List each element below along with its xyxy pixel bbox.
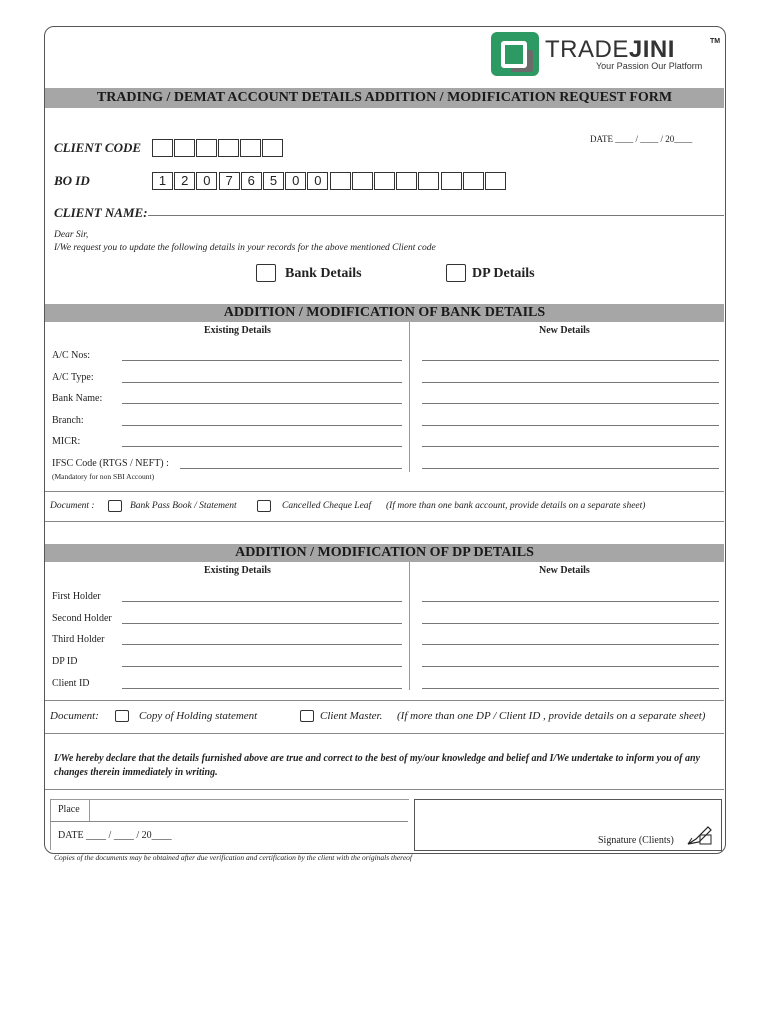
declaration-text: I/We hereby declare that the details furnished above are true and correct to the best of my/our knowledge and belief and I/We undertake to inform you of any changes therein immediately in writing. <box>54 753 700 778</box>
place-divider <box>50 821 408 822</box>
client-code-cell[interactable] <box>152 139 173 157</box>
dp-existing-input[interactable] <box>122 601 402 602</box>
dp-document-label: Document: <box>50 710 99 722</box>
bo-id-cell[interactable] <box>418 172 439 190</box>
bank-new-input[interactable] <box>422 425 719 426</box>
date-field[interactable]: DATE ____ / ____ / 20____ <box>590 134 693 144</box>
dp-doc-bottom-divider <box>45 733 724 734</box>
brand-name-bold: JINI <box>628 36 675 63</box>
bank-doc-note: (If more than one bank account, provide details on a separate sheet) <box>386 501 646 511</box>
bo-id-cell[interactable]: 0 <box>307 172 328 190</box>
bank-field-label: A/C Type: <box>52 371 94 383</box>
bank-mandatory-note: (Mandatory for non SBI Account) <box>52 472 155 481</box>
bo-id-cell[interactable]: 0 <box>196 172 217 190</box>
dp-field-label: First Holder <box>52 591 101 602</box>
dp-field-label: Second Holder <box>52 612 112 624</box>
dp-new-input[interactable] <box>422 623 719 624</box>
place-field[interactable] <box>90 800 406 820</box>
client-code-cell[interactable] <box>218 139 239 157</box>
trademark: TM <box>710 38 721 45</box>
footnote: Copies of the documents may be obtained after due verification and certification by the client with the originals thereof <box>54 853 412 862</box>
place-label: Place <box>58 804 80 815</box>
dp-details-checkbox[interactable] <box>446 264 466 282</box>
dp-new-input[interactable] <box>422 666 719 667</box>
bank-field-label: A/C Nos: <box>52 350 91 361</box>
bank-existing-input[interactable] <box>122 446 402 447</box>
holding-statement-checkbox[interactable] <box>115 710 129 722</box>
bank-column-divider <box>409 322 410 472</box>
bank-field-label: IFSC Code (RTGS / NEFT) : <box>52 457 169 469</box>
bank-new-input[interactable] <box>422 403 719 404</box>
dp-column-divider <box>409 562 410 690</box>
bo-id-cell[interactable] <box>441 172 462 190</box>
signature-box[interactable] <box>414 799 722 851</box>
dp-new-input[interactable] <box>422 688 719 689</box>
client-name-field[interactable] <box>148 215 724 216</box>
brand-name <box>545 36 675 64</box>
bank-new-input[interactable] <box>422 360 719 361</box>
holding-statement-option: Copy of Holding statement <box>139 710 258 722</box>
bo-id-cell[interactable] <box>374 172 395 190</box>
signature-label: Signature (Clients) <box>598 835 674 846</box>
bo-id-cell[interactable]: 0 <box>285 172 306 190</box>
bank-document-label: Document : <box>50 501 95 511</box>
bo-id-cell[interactable] <box>485 172 506 190</box>
bank-doc-bottom-divider <box>45 521 724 522</box>
bank-doc-top-divider <box>45 491 724 492</box>
form-frame <box>44 26 726 854</box>
client-code-cell[interactable] <box>196 139 217 157</box>
bank-existing-input[interactable] <box>122 425 402 426</box>
client-code-cell[interactable] <box>174 139 195 157</box>
form-title: TRADING / DEMAT ACCOUNT DETAILS ADDITION / MODIFICATION REQUEST FORM <box>45 88 724 108</box>
bank-details-option-label: Bank Details <box>285 266 362 281</box>
bank-existing-header: Existing Details <box>204 325 271 336</box>
bo-id-cell[interactable]: 5 <box>263 172 284 190</box>
dp-details-option-label: DP Details <box>472 266 535 281</box>
salutation: Dear Sir, <box>54 230 89 240</box>
client-master-checkbox[interactable] <box>300 710 314 722</box>
bank-section-title: ADDITION / MODIFICATION OF BANK DETAILS <box>45 304 724 322</box>
bank-existing-input[interactable] <box>122 382 402 383</box>
dp-existing-input[interactable] <box>122 644 402 645</box>
cheque-leaf-option: Cancelled Cheque Leaf <box>282 501 372 511</box>
pass-book-option: Bank Pass Book / Statement <box>130 501 237 511</box>
client-code-label: CLIENT CODE <box>54 140 142 155</box>
dp-section-title: ADDITION / MODIFICATION OF DP DETAILS <box>45 544 724 562</box>
bo-id-label: BO ID <box>54 173 90 188</box>
brand-name-light: TRADE <box>545 36 629 63</box>
bo-id-cell[interactable]: 1 <box>152 172 173 190</box>
dp-doc-note: (If more than one DP / Client ID , provide details on a separate sheet) <box>397 710 706 722</box>
client-name-label: CLIENT NAME: <box>54 205 148 220</box>
bank-new-input[interactable] <box>422 382 719 383</box>
dp-doc-top-divider <box>45 700 724 701</box>
pen-icon <box>686 824 714 846</box>
bank-field-label: Bank Name: <box>52 393 103 404</box>
dp-new-input[interactable] <box>422 644 719 645</box>
bank-existing-input[interactable] <box>122 360 402 361</box>
dp-field-label: DP ID <box>52 656 78 668</box>
bo-id-cell[interactable]: 6 <box>241 172 262 190</box>
request-text: I/We request you to update the following details in your records for the above mentioned Client code <box>54 243 436 253</box>
dp-new-input[interactable] <box>422 601 719 602</box>
bank-new-input[interactable] <box>422 446 719 447</box>
bo-id-cell[interactable] <box>463 172 484 190</box>
bo-id-cell[interactable] <box>330 172 351 190</box>
bank-existing-input[interactable] <box>122 403 402 404</box>
dp-existing-input[interactable] <box>122 623 402 624</box>
bank-field-label: Branch: <box>52 414 84 426</box>
dp-new-header: New Details <box>539 565 590 576</box>
dp-field-label: Client ID <box>52 677 90 689</box>
tradejini-logo-icon <box>491 32 539 76</box>
footer-date-field[interactable]: DATE ____ / ____ / 20____ <box>58 830 172 841</box>
bank-details-checkbox[interactable] <box>256 264 276 282</box>
bo-id-cell[interactable]: 7 <box>219 172 240 190</box>
bank-field-label: MICR: <box>52 436 81 447</box>
bank-new-header: New Details <box>539 325 590 336</box>
bo-id-cell[interactable] <box>396 172 417 190</box>
cheque-leaf-checkbox[interactable] <box>257 500 271 512</box>
bank-existing-input[interactable] <box>180 468 402 469</box>
dp-existing-input[interactable] <box>122 688 402 689</box>
dp-field-label: Third Holder <box>52 634 105 646</box>
dp-existing-header: Existing Details <box>204 565 271 576</box>
client-code-cell[interactable] <box>240 139 261 157</box>
declaration-divider <box>45 789 724 790</box>
client-code-cell[interactable] <box>262 139 283 157</box>
dp-existing-input[interactable] <box>122 666 402 667</box>
bo-id-cell[interactable]: 2 <box>174 172 195 190</box>
bank-new-input[interactable] <box>422 468 719 469</box>
pass-book-checkbox[interactable] <box>108 500 122 512</box>
bo-id-cell[interactable] <box>352 172 373 190</box>
client-master-option: Client Master. <box>320 710 383 722</box>
brand-tagline: Your Passion Our Platform <box>596 61 703 71</box>
